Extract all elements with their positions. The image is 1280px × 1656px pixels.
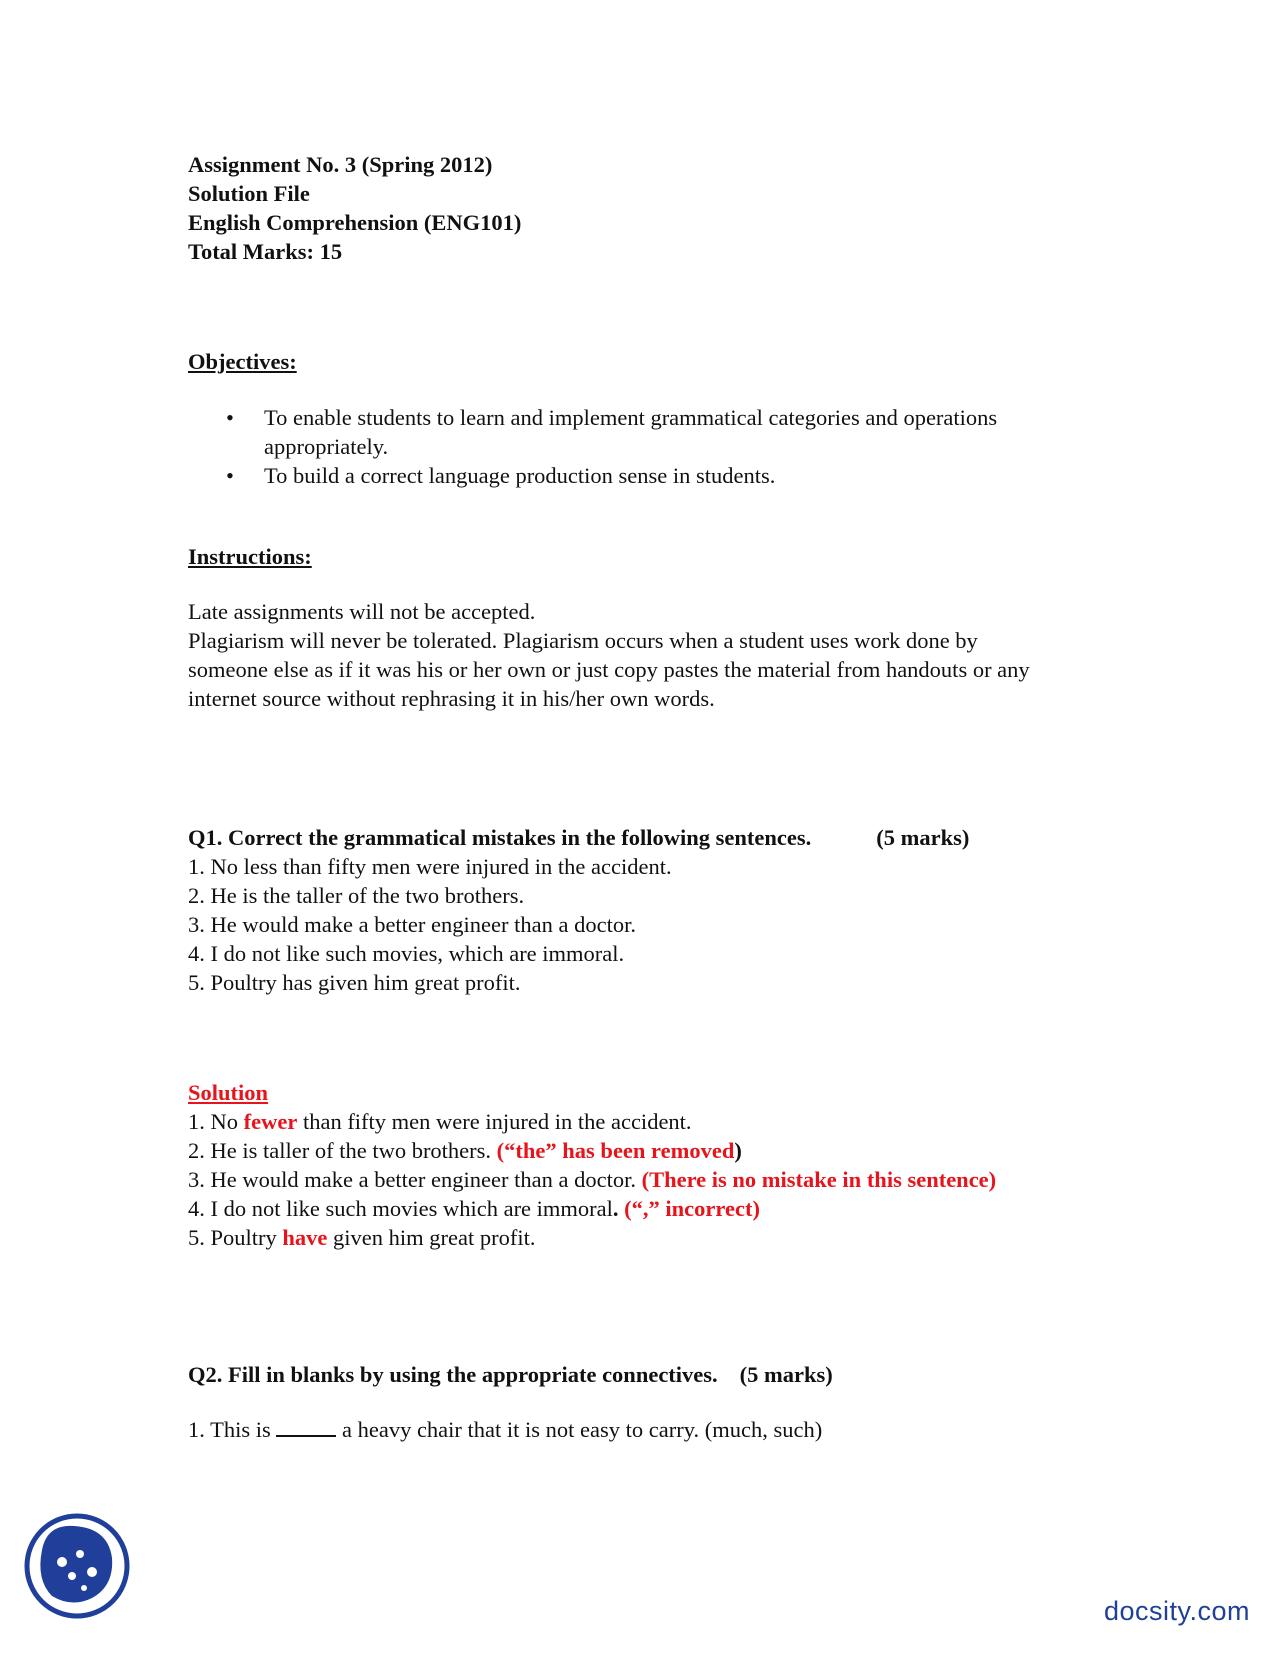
q1-heading: [188, 823, 1108, 852]
docsity-watermark[interactable]: docsity.com: [1103, 1596, 1250, 1626]
bullet-icon: •: [226, 463, 234, 488]
q2-item: 1. This is a heavy chair that it is not easy to carry. (much, such): [188, 1417, 823, 1442]
objectives-heading: Objectives:: [188, 349, 297, 374]
total-marks: Total Marks: 15: [188, 239, 343, 264]
q1-item: 5. Poultry has given him great profit.: [188, 970, 521, 995]
solution-heading: Solution: [188, 1080, 269, 1105]
bullet-icon: •: [226, 405, 234, 430]
q1-item: 4. I do not like such movies, which are immoral.: [188, 941, 625, 966]
document-page: [188, 150, 1108, 1444]
instructions-heading: Instructions:: [188, 544, 312, 569]
q1-marks: (5 marks): [876, 825, 970, 850]
q2-marks: (5 marks): [739, 1362, 833, 1387]
solution-item: 4. I do not like such movies which are immoral. (“,” incorrect): [188, 1196, 760, 1221]
solution-item: 3. He would make a better engineer than a doctor. (There is no mistake in this sentence): [188, 1167, 997, 1192]
solution-item: 5. Poultry have given him great profit.: [188, 1225, 536, 1250]
q1-item: 1. No less than fifty men were injured in the accident.: [188, 854, 672, 879]
objective-item: • To enable students to learn and implement grammatical categories and operations appropriately.: [226, 405, 998, 459]
solution-item: 1. No fewer than fifty men were injured in the accident.: [188, 1109, 692, 1134]
solution-file-label: Solution File: [188, 181, 310, 206]
instructions-late: Late assignments will not be accepted.: [188, 599, 536, 624]
q2-title: Q2. Fill in blanks by using the appropriate connectives.: [188, 1362, 718, 1387]
course-name: English Comprehension (ENG101): [188, 210, 522, 235]
header-block: [188, 150, 1108, 266]
answer-blank: [276, 1415, 336, 1437]
objective-item: • To build a correct language production sense in students.: [226, 463, 776, 488]
instructions-plagiarism: Plagiarism will never be tolerated. Plagiarism occurs when a student uses work done by someone else as if it was his or her own or just copy pastes the material from handouts or any internet source without rephrasing it in his/her own words.: [188, 628, 1030, 711]
assignment-title: Assignment No. 3 (Spring 2012): [188, 152, 493, 177]
objectives-list: [188, 403, 1108, 490]
q1-item: 2. He is the taller of the two brothers.: [188, 883, 525, 908]
q2-heading: [188, 1360, 1108, 1389]
q1-title: Q1. Correct the grammatical mistakes in the following sentences.: [188, 825, 812, 850]
q1-item: 3. He would make a better engineer than a doctor.: [188, 912, 636, 937]
docsity-logo-icon: [22, 1510, 132, 1622]
solution-item: 2. He is taller of the two brothers. (“the” has been removed): [188, 1138, 742, 1163]
